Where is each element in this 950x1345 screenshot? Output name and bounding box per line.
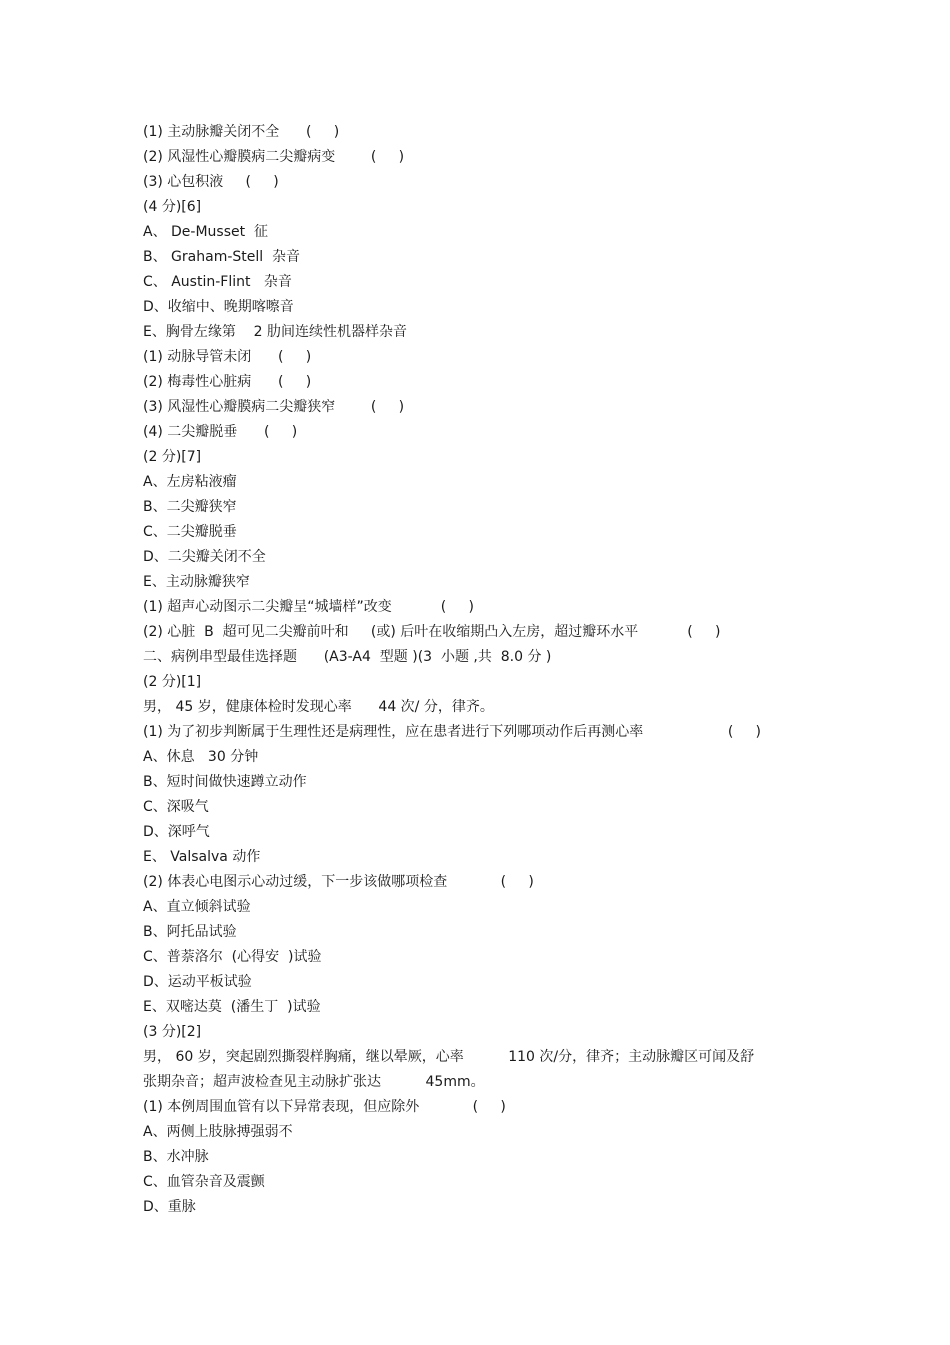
answer-option: C、 Austin-Flint 杂音 — [143, 274, 292, 290]
question-line: (2) 心脏 B 超可见二尖瓣前叶和 (或) 后叶在收缩期凸入左房，超过瓣环水平 ( ) — [143, 624, 721, 640]
answer-option: E、胸骨左缘第 2 肋间连续性机器样杂音 — [143, 324, 408, 340]
question-line: (3) 风湿性心瓣膜病二尖瓣狭窄 ( ) — [143, 399, 405, 415]
question-line: (1) 主动脉瓣关闭不全 ( ) — [143, 124, 340, 140]
answer-option: D、深呼气 — [143, 824, 210, 840]
question-line: (2) 梅毒性心脏病 ( ) — [143, 374, 312, 390]
answer-option: A、左房粘液瘤 — [143, 474, 237, 490]
document-page — [143, 120, 803, 1220]
answer-option: B、水冲脉 — [143, 1149, 209, 1165]
question-line: (2) 风湿性心瓣膜病二尖瓣病变 ( ) — [143, 149, 405, 165]
section-heading: 二、病例串型最佳选择题 (A3-A4 型题 )(3 小题 ,共 8.0 分 ) — [143, 649, 552, 665]
case-description: 男， 45 岁，健康体检时发现心率 44 次/ 分，律齐。 — [143, 699, 494, 715]
score-header: (2 分)[1] — [143, 674, 202, 690]
question-line: (1) 动脉导管未闭 ( ) — [143, 349, 312, 365]
answer-option: A、 De-Musset 征 — [143, 224, 269, 240]
question-line: (1) 本例周围血管有以下异常表现，但应除外 ( ) — [143, 1099, 506, 1115]
question-line: (1) 超声心动图示二尖瓣呈“城墙样”改变 ( ) — [143, 599, 474, 615]
answer-option: B、短时间做快速蹲立动作 — [143, 774, 307, 790]
score-header: (4 分)[6] — [143, 199, 202, 215]
answer-option: E、 Valsalva 动作 — [143, 849, 261, 865]
answer-option: D、重脉 — [143, 1199, 196, 1215]
score-header: (3 分)[2] — [143, 1024, 202, 1040]
answer-option: E、主动脉瓣狭窄 — [143, 574, 250, 590]
answer-option: A、休息 30 分钟 — [143, 749, 259, 765]
question-line: (4) 二尖瓣脱垂 ( ) — [143, 424, 298, 440]
question-line: (3) 心包积液 ( ) — [143, 174, 279, 190]
answer-option: B、 Graham-Stell 杂音 — [143, 249, 301, 265]
question-line: (2) 体表心电图示心动过缓，下一步该做哪项检查 ( ) — [143, 874, 534, 890]
case-description: 张期杂音；超声波检查见主动脉扩张达 45mm。 — [143, 1074, 485, 1090]
question-line: (1) 为了初步判断属于生理性还是病理性，应在患者进行下列哪项动作后再测心率 ( ) — [143, 724, 762, 740]
answer-option: C、血管杂音及震颤 — [143, 1174, 265, 1190]
answer-option: B、阿托品试验 — [143, 924, 237, 940]
score-header: (2 分)[7] — [143, 449, 202, 465]
answer-option: E、双嘧达莫 (潘生丁 )试验 — [143, 999, 321, 1015]
answer-option: C、二尖瓣脱垂 — [143, 524, 237, 540]
case-description: 男， 60 岁，突起剧烈撕裂样胸痛，继以晕厥，心率 110 次/分，律齐；主动脉瓣区可闻及舒 — [143, 1049, 755, 1065]
answer-option: C、深吸气 — [143, 799, 209, 815]
answer-option: D、运动平板试验 — [143, 974, 252, 990]
answer-option: C、普萘洛尔 (心得安 )试验 — [143, 949, 322, 965]
answer-option: D、二尖瓣关闭不全 — [143, 549, 266, 565]
answer-option: D、收缩中、晚期喀嚓音 — [143, 299, 294, 315]
answer-option: B、二尖瓣狭窄 — [143, 499, 237, 515]
answer-option: A、直立倾斜试验 — [143, 899, 251, 915]
answer-option: A、两侧上肢脉搏强弱不 — [143, 1124, 293, 1140]
